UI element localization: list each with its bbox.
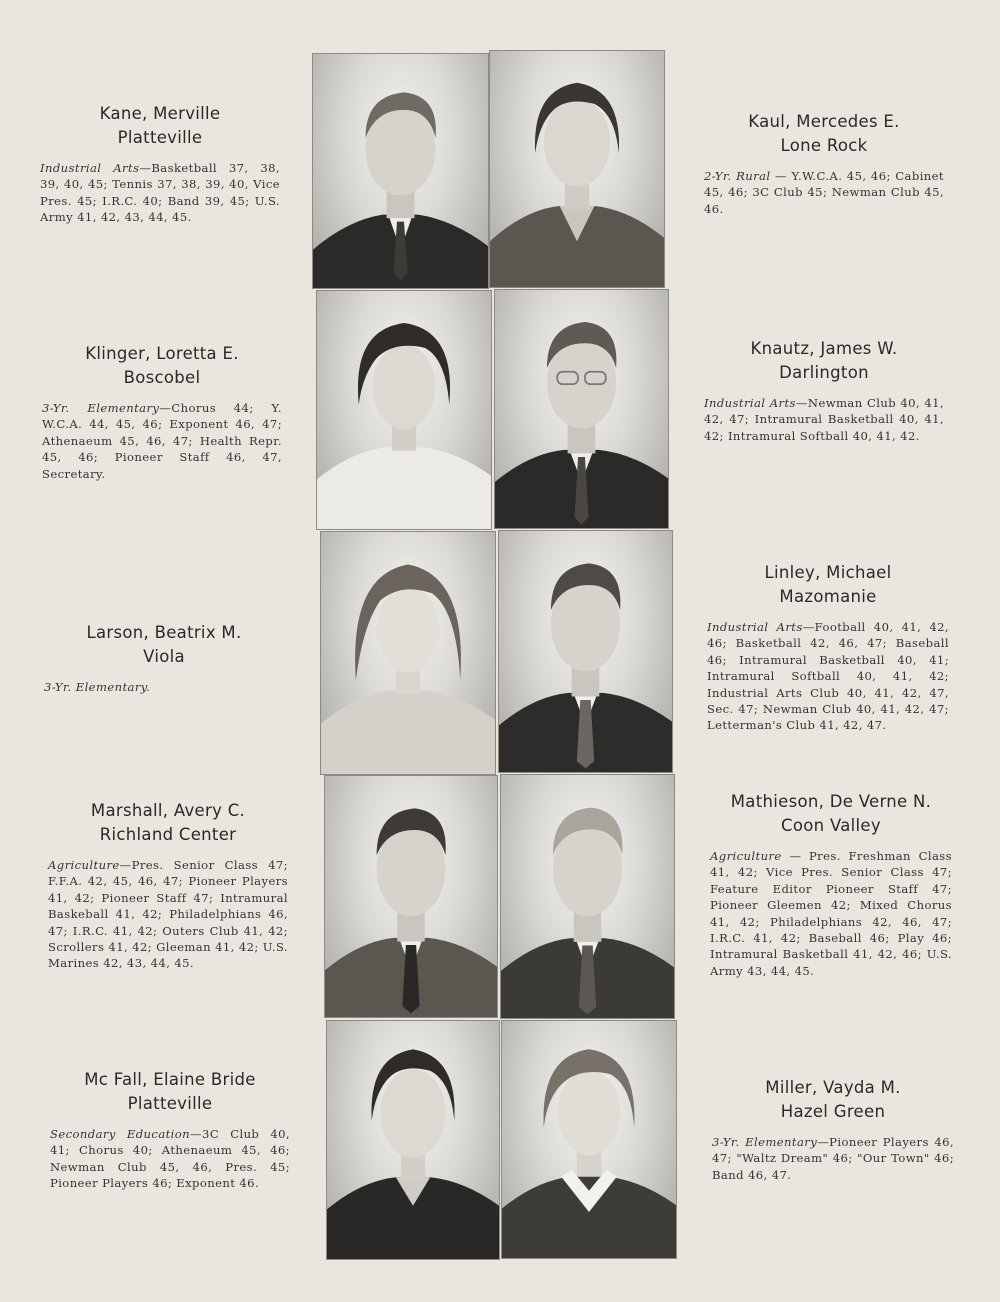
activities-text: —3C Club 40, 41; Chorus 40; Athenaeum 45, 46; Newman Club 45, 46, Pres. 45; Pioneer Players 46; Exponent 46.	[50, 1127, 290, 1191]
student-activities	[710, 848, 952, 979]
student-name: Marshall, Avery C.	[90, 801, 246, 820]
student-hometown: Platteville	[117, 128, 203, 147]
student-hometown: Darlington	[779, 363, 869, 382]
student-activities	[40, 160, 280, 226]
portrait-photo-linley	[499, 531, 672, 772]
student-entry-kaul	[704, 110, 944, 217]
student-major: Agriculture	[710, 849, 782, 863]
student-hometown: Richland Center	[99, 825, 237, 844]
student-name: Knautz, James W.	[750, 339, 898, 358]
portrait-photo-kane	[313, 54, 488, 288]
activities-text: —Football 40, 41, 42, 46; Basketball 42, 46, 47; Baseball 46; Intramural Basketball 40, 41; Intramural Softball 40, 41, 42; Industrial Arts Club 40, 41, 42, 47, Sec. 47; Newman Club 40, 41, 42, 47; Letterman's Club 41, 42, 47.	[707, 620, 949, 733]
student-entry-mathieson	[710, 790, 952, 979]
student-name: Larson, Beatrix M.	[86, 623, 242, 642]
portrait-photo-mathieson	[501, 775, 674, 1018]
student-entry-kane	[40, 102, 280, 226]
portrait-photo-mcfall	[327, 1021, 499, 1259]
student-major: Industrial Arts	[40, 161, 140, 175]
portrait-photo-larson	[321, 532, 495, 774]
student-major: Industrial Arts	[704, 396, 796, 410]
portrait-photo-klinger	[317, 291, 491, 529]
student-major: 3-Yr. Elementary	[712, 1135, 818, 1149]
student-major: 3-Yr. Elementary.	[44, 680, 151, 694]
student-activities	[707, 619, 949, 734]
student-major: Secondary Education	[50, 1127, 191, 1141]
student-hometown: Platteville	[127, 1094, 213, 1113]
student-major: Industrial Arts	[707, 620, 803, 634]
student-activities	[712, 1134, 954, 1183]
student-name: Klinger, Loretta E.	[85, 344, 239, 363]
student-activities	[42, 400, 282, 482]
student-name: Mc Fall, Elaine Bride	[84, 1070, 256, 1089]
student-activities	[704, 395, 944, 444]
activities-text: —Basketball 37, 38, 39, 40, 45; Tennis 37, 38, 39, 40, Vice Pres. 45; I.R.C. 40; Band 39, 45; U.S. Army 41, 42, 43, 44, 45.	[40, 161, 280, 225]
student-name: Linley, Michael	[764, 563, 892, 582]
student-name: Kane, Merville	[99, 104, 221, 123]
student-entry-klinger	[42, 342, 282, 482]
student-entry-linley	[707, 561, 949, 734]
student-hometown: Lone Rock	[780, 136, 868, 155]
student-hometown: Hazel Green	[780, 1102, 886, 1121]
student-entry-mcfall	[50, 1068, 290, 1192]
student-name: Mathieson, De Verne N.	[730, 792, 932, 811]
student-activities	[704, 168, 944, 217]
student-name: Miller, Vayda M.	[765, 1078, 901, 1097]
portrait-photo-miller	[502, 1021, 676, 1258]
student-name: Kaul, Mercedes E.	[748, 112, 900, 131]
activities-text: — Y.W.C.A. 45, 46; Cabinet 45, 46; 3C Club 45; Newman Club 45, 46.	[704, 169, 944, 216]
activities-text: —Pioneer Players 46, 47; "Waltz Dream" 46; "Our Town" 46; Band 46, 47.	[712, 1135, 954, 1182]
portrait-photo-marshall	[325, 776, 497, 1017]
activities-text: —Pres. Senior Class 47; F.F.A. 42, 45, 46, 47; Pioneer Players 41, 42; Pioneer Staff 47; Intramural Baskeball 41, 42; Philadelphians 46, 47; I.R.C. 41, 42; Outers Club 41, 42; Scrollers 41, 42; Gleeman 41, 42; U.S. Marines 42, 43, 44, 45.	[48, 858, 288, 971]
student-major: Agriculture	[48, 858, 120, 872]
student-major: 3-Yr. Elementary	[42, 401, 160, 415]
student-major: 2-Yr. Rural	[704, 169, 771, 183]
activities-text: — Pres. Freshman Class 41, 42; Vice Pres. Senior Class 47; Feature Editor Pioneer Staff 47; Pioneer Gleemen 42; Mixed Chorus 41, 42; Philadelphians 42, 46, 47; I.R.C. 41, 42; Baseball 46; Play 46; Intramural Basketball 41, 42, 46; U.S. Army 43, 44, 45.	[710, 849, 952, 978]
activities-text: —Chorus 44; Y. W.C.A. 44, 45, 46; Exponent 46, 47; Athenaeum 45, 46, 47; Health Repr. 45, 46; Pioneer Staff 46, 47, Secretary.	[42, 401, 282, 481]
activities-text: —Newman Club 40, 41, 42, 47; Intramural Basketball 40, 41, 42; Intramural Softball 40, 41, 42.	[704, 396, 945, 443]
student-entry-knautz	[704, 337, 944, 444]
student-hometown: Coon Valley	[781, 816, 881, 835]
portrait-photo-knautz	[495, 290, 668, 528]
student-entry-marshall	[48, 799, 288, 972]
student-activities	[44, 679, 284, 695]
student-hometown: Mazomanie	[779, 587, 877, 606]
student-hometown: Boscobel	[123, 368, 201, 387]
portrait-photo-kaul	[490, 51, 664, 287]
student-activities	[48, 857, 288, 972]
student-hometown: Viola	[143, 647, 185, 666]
student-activities	[50, 1126, 290, 1192]
student-entry-miller	[712, 1076, 954, 1183]
student-entry-larson	[44, 621, 284, 695]
